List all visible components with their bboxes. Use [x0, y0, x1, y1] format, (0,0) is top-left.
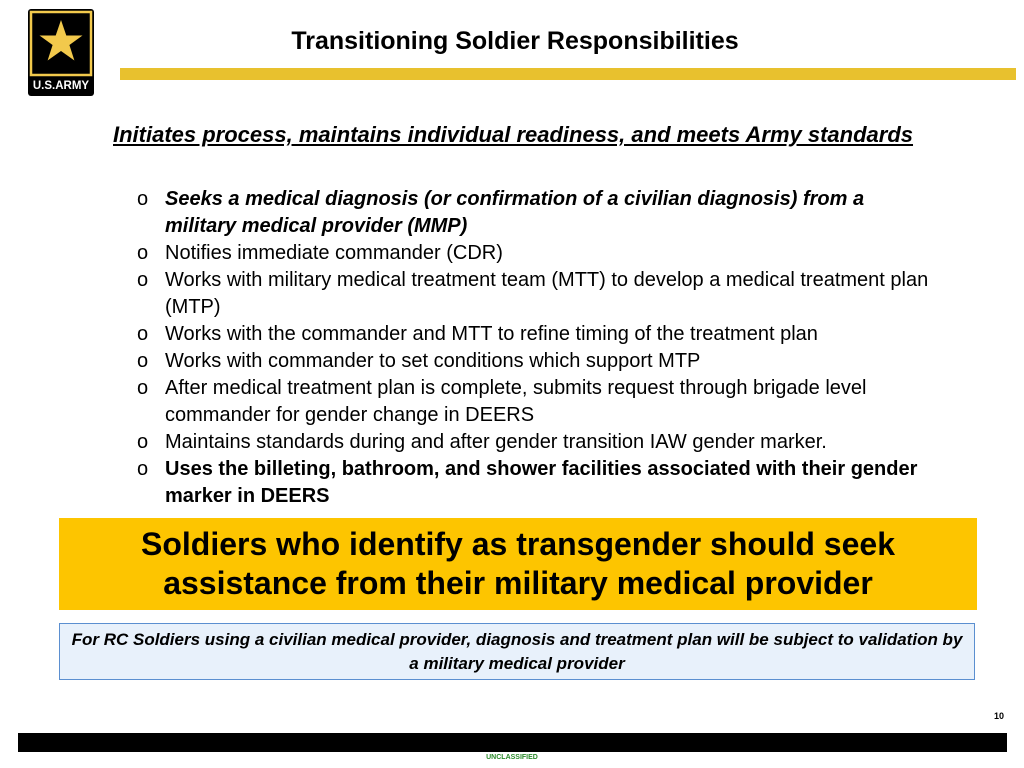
callout-banner	[59, 518, 977, 610]
bullet-marker-icon: o	[137, 458, 149, 480]
logo-text: U.S.ARMY	[32, 80, 90, 92]
list-item	[137, 186, 937, 240]
list-item-text: Maintains standards during and after gender transition IAW gender marker.	[165, 431, 827, 453]
bullet-marker-icon: o	[137, 377, 149, 399]
page-number: 10	[993, 711, 1004, 721]
bullet-marker-icon: o	[137, 431, 149, 453]
note-text: For RC Soldiers using a civilian medical provider, diagnosis and treatment plan will be subject to validation by a military medical provider	[71, 629, 963, 673]
bullet-marker-icon: o	[137, 323, 149, 345]
page-title: Transitioning Soldier Responsibilities	[291, 27, 739, 55]
list-item	[137, 429, 937, 456]
footer-bar	[18, 733, 1007, 752]
list-item	[137, 456, 937, 510]
list-item	[137, 348, 937, 375]
list-item-text: Seeks a medical diagnosis (or confirmation of a civilian diagnosis) from a military medical provider (MMP)	[165, 188, 865, 237]
list-item	[137, 240, 937, 267]
list-item-text: After medical treatment plan is complete, submits request through brigade level commander for gender change in DEERS	[165, 377, 867, 426]
classification-label: UNCLASSIFIED	[486, 754, 538, 761]
section-heading: Initiates process, maintains individual readiness, and meets Army standards	[113, 122, 914, 147]
bullet-marker-icon: o	[137, 188, 149, 210]
list-item-text: Works with the commander and MTT to refine timing of the treatment plan	[165, 323, 818, 345]
list-item	[137, 321, 937, 348]
bullet-marker-icon: o	[137, 350, 149, 372]
responsibility-list	[137, 186, 937, 510]
title-underline-bar	[120, 68, 1016, 80]
list-item-text: Works with commander to set conditions which support MTP	[165, 350, 701, 372]
list-item-text: Works with military medical treatment team (MTT) to develop a medical treatment plan (MTP)	[165, 269, 929, 318]
list-item	[137, 267, 937, 321]
list-item-text: Notifies immediate commander (CDR)	[165, 242, 503, 264]
bullet-marker-icon: o	[137, 269, 149, 291]
list-item	[137, 375, 937, 429]
bullet-marker-icon: o	[137, 242, 149, 264]
list-item-text: Uses the billeting, bathroom, and shower facilities associated with their gender marker in DEERS	[165, 458, 918, 507]
us-army-logo	[28, 9, 94, 96]
callout-text: Soldiers who identify as transgender should seek assistance from their military medical provider	[141, 526, 895, 601]
rc-soldier-note-box	[59, 623, 975, 680]
